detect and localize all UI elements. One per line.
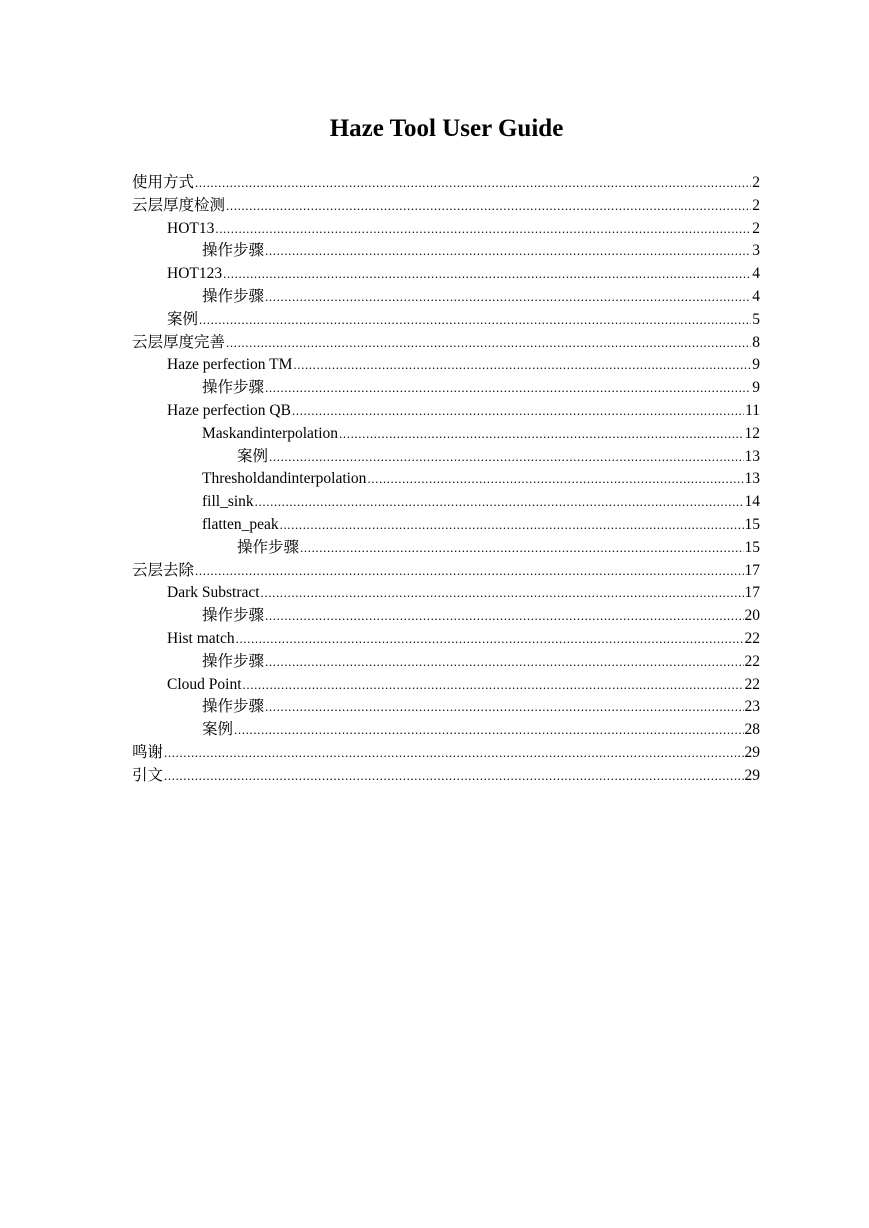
toc-page-number: 9: [752, 379, 760, 397]
toc-entry[interactable]: [132, 514, 760, 537]
toc-page-number: 29: [744, 766, 760, 784]
toc-entry[interactable]: [132, 218, 760, 241]
toc-entry[interactable]: [132, 286, 760, 309]
toc-entry-title: 案例: [202, 721, 234, 739]
toc-dot-leader: [293, 354, 751, 377]
toc-dot-leader: [234, 719, 743, 742]
toc-dot-leader: [300, 537, 743, 560]
toc-page-number: 22: [744, 652, 760, 670]
toc-entry-title: Haze perfection TM: [167, 356, 293, 374]
toc-page-number: 4: [752, 265, 760, 283]
toc-entry[interactable]: [132, 172, 760, 195]
toc-page-number: 9: [752, 356, 760, 374]
toc-page-number: 22: [744, 629, 760, 647]
toc-entry-title: HOT13: [167, 219, 215, 237]
toc-dot-leader: [255, 491, 744, 514]
toc-entry-title: 操作步骤: [202, 607, 265, 625]
toc-dot-leader: [265, 286, 751, 309]
toc-entry-title: 云层厚度完善: [132, 333, 226, 351]
toc-page-number: 17: [744, 584, 760, 602]
toc-entry-title: flatten_peak: [202, 515, 279, 533]
toc-entry[interactable]: [132, 491, 760, 514]
toc-dot-leader: [265, 605, 743, 628]
toc-page-number: 13: [744, 470, 760, 488]
table-of-contents: [132, 172, 760, 788]
toc-page-number: 20: [744, 607, 760, 625]
toc-dot-leader: [195, 560, 743, 583]
toc-dot-leader: [164, 765, 743, 788]
toc-entry-title: 使用方式: [132, 174, 195, 191]
toc-page-number: 2: [752, 219, 760, 237]
toc-dot-leader: [236, 628, 744, 651]
toc-dot-leader: [292, 400, 744, 423]
toc-entry-title: Thresholdandinterpolation: [202, 470, 367, 488]
toc-entry[interactable]: [132, 400, 760, 423]
toc-dot-leader: [265, 696, 743, 719]
toc-entry-title: Dark Substract: [167, 584, 260, 602]
toc-entry[interactable]: [132, 354, 760, 377]
toc-dot-leader: [280, 514, 744, 537]
toc-entry[interactable]: [132, 560, 760, 583]
toc-page-number: 11: [745, 401, 760, 419]
toc-page-number: 2: [752, 174, 760, 191]
toc-entry-title: 操作步骤: [202, 652, 265, 670]
toc-entry[interactable]: [132, 446, 760, 469]
toc-dot-leader: [265, 240, 751, 263]
toc-dot-leader: [261, 582, 744, 605]
toc-entry[interactable]: [132, 240, 760, 263]
toc-page-number: 14: [744, 493, 760, 511]
toc-entry[interactable]: [132, 537, 760, 560]
toc-page-number: 17: [744, 561, 760, 579]
toc-entry[interactable]: [132, 742, 760, 765]
toc-entry-title: 操作步骤: [202, 379, 265, 397]
toc-dot-leader: [223, 263, 751, 286]
toc-dot-leader: [215, 218, 751, 241]
toc-entry-title: 云层去除: [132, 561, 195, 579]
toc-dot-leader: [265, 377, 751, 400]
toc-dot-leader: [269, 446, 743, 469]
toc-dot-leader: [199, 309, 751, 332]
toc-page-number: 3: [752, 242, 760, 260]
toc-entry[interactable]: [132, 332, 760, 355]
toc-page-number: 4: [752, 287, 760, 305]
toc-dot-leader: [226, 332, 751, 355]
toc-dot-leader: [367, 468, 743, 491]
toc-entry-title: 案例: [167, 310, 199, 328]
toc-entry[interactable]: [132, 468, 760, 491]
toc-page-number: 8: [752, 333, 760, 351]
toc-page-number: 23: [744, 698, 760, 716]
toc-entry[interactable]: [132, 377, 760, 400]
toc-dot-leader: [265, 651, 743, 674]
toc-entry-title: 案例: [237, 447, 269, 465]
toc-entry[interactable]: [132, 628, 760, 651]
toc-page-number: 29: [744, 743, 760, 761]
toc-page-number: 28: [744, 721, 760, 739]
toc-entry[interactable]: [132, 719, 760, 742]
toc-entry[interactable]: [132, 696, 760, 719]
toc-entry[interactable]: [132, 309, 760, 332]
toc-dot-leader: [226, 195, 751, 218]
toc-dot-leader: [164, 742, 743, 765]
toc-dot-leader: [243, 674, 744, 697]
toc-entry-title: 操作步骤: [202, 698, 265, 716]
toc-page-number: 15: [744, 538, 760, 556]
document-title: Haze Tool User Guide: [329, 115, 564, 142]
toc-page-number: 12: [744, 424, 760, 442]
toc-entry[interactable]: [132, 195, 760, 218]
toc-entry-title: fill_sink: [202, 493, 254, 511]
toc-entry-title: Cloud Point: [167, 675, 242, 693]
toc-entry-title: Maskandinterpolation: [202, 424, 339, 442]
toc-entry[interactable]: [132, 263, 760, 286]
toc-entry-title: 操作步骤: [237, 538, 300, 556]
toc-page-number: 15: [744, 515, 760, 533]
toc-page-number: 13: [744, 447, 760, 465]
toc-entry-title: 操作步骤: [202, 242, 265, 260]
toc-entry[interactable]: [132, 651, 760, 674]
toc-entry-title: 操作步骤: [202, 287, 265, 305]
toc-entry[interactable]: [132, 674, 760, 697]
toc-entry[interactable]: [132, 605, 760, 628]
toc-entry-title: 引文: [132, 766, 164, 784]
toc-entry-title: Haze perfection QB: [167, 401, 291, 419]
toc-entry-title: HOT123: [167, 265, 223, 283]
toc-entry-title: 鸣谢: [132, 743, 164, 761]
toc-page-number: 5: [752, 310, 760, 328]
toc-entry[interactable]: [132, 765, 760, 788]
toc-entry[interactable]: [132, 582, 760, 605]
toc-page-number: 2: [752, 196, 760, 214]
toc-entry[interactable]: [132, 423, 760, 446]
toc-dot-leader: [195, 172, 751, 195]
toc-page-number: 22: [744, 675, 760, 693]
toc-entry-title: Hist match: [167, 629, 235, 647]
toc-entry-title: 云层厚度检测: [132, 196, 226, 214]
toc-dot-leader: [339, 423, 743, 446]
